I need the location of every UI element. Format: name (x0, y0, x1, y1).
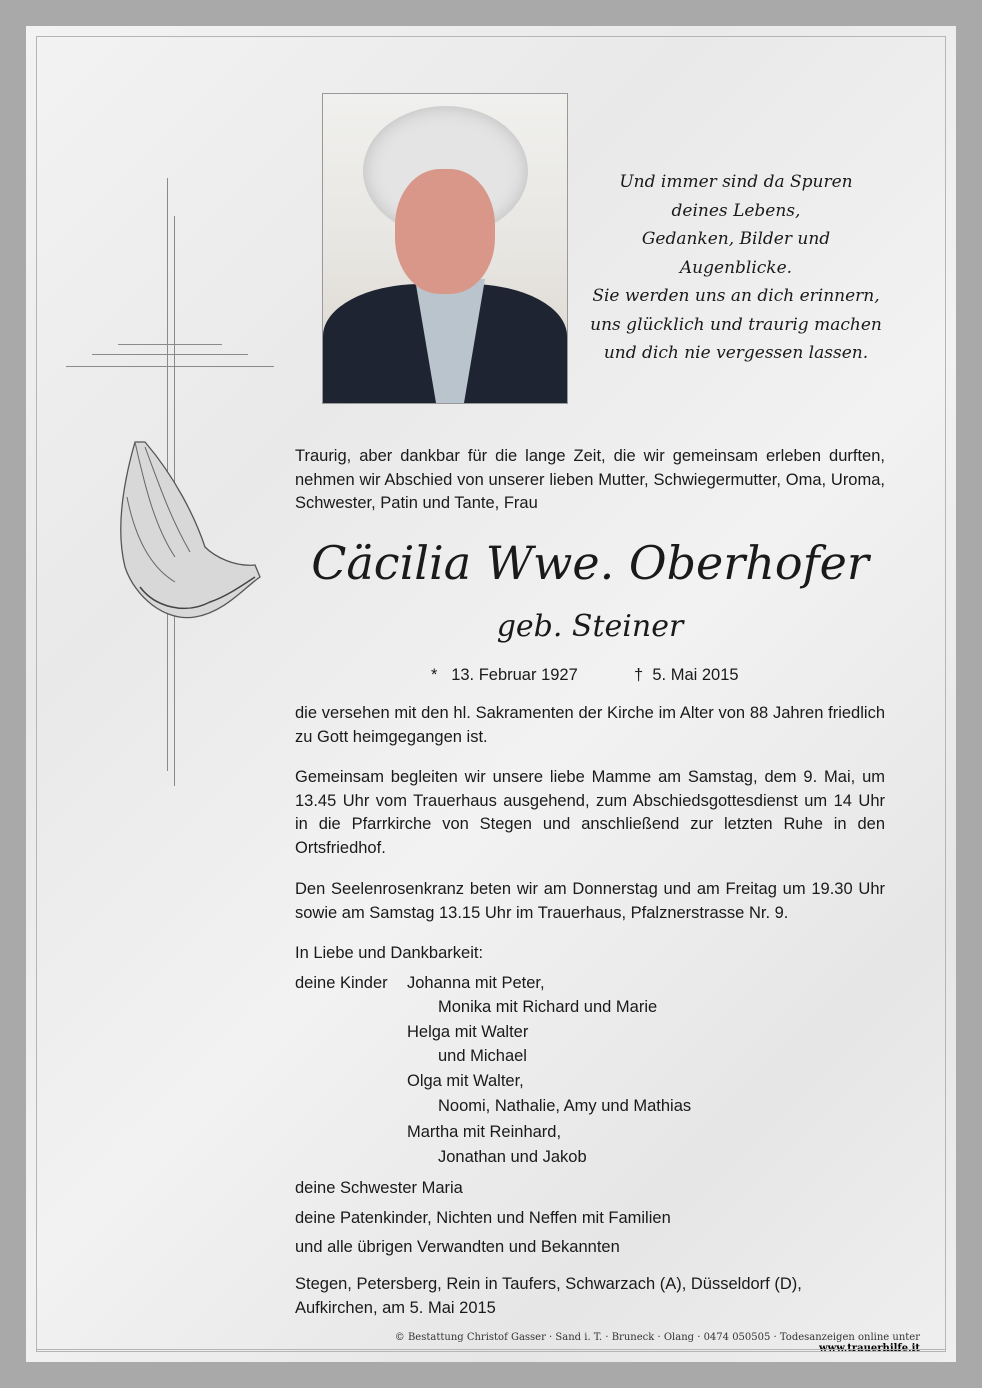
mourner-line: deine Schwester Maria (295, 1179, 463, 1197)
paragraph: Den Seelenrosenkranz beten wir am Donnerstag und am Freitag um 19.30 Uhr sowie am Samstag 13.15 Uhr im Trauerhaus, Pfalznerstrasse Nr. 9. (295, 880, 885, 922)
death-date-text: 5. Mai 2015 (652, 666, 739, 684)
mourner-line: und alle übrigen Verwandten und Bekannten (295, 1238, 620, 1256)
mourner-line: und Michael (438, 1047, 527, 1065)
poem-line: Gedanken, Bilder und Augenblicke. (641, 229, 831, 278)
death-date (634, 666, 739, 685)
mourner-line: Martha mit Reinhard, (407, 1123, 562, 1141)
poem-line: Und immer sind da Spuren (619, 172, 853, 192)
obituary-page (26, 26, 956, 1362)
footer-text: © Bestattung Christof Gasser · Sand i. T. · Bruneck · Olang · 0474 050505 · Todesanzeigen online unter (394, 1332, 920, 1343)
mourner-line: Helga mit Walter (407, 1023, 529, 1041)
birth-date-text: 13. Februar 1927 (451, 666, 578, 684)
mourner-line: Johanna mit Peter, (407, 974, 545, 992)
intro-text: Traurig, aber dankbar für die lange Zeit, die wir gemeinsam erleben durften, nehmen wir Abschied von unserer lieben Mutter, Schwiegermutter, Oma, Uroma, Schwester, Patin und Tante, Frau (295, 447, 885, 513)
paragraph: die versehen mit den hl. Sakramenten der Kirche im Alter von 88 Jahren friedlich zu Gott heimgegangen ist. (295, 704, 885, 746)
portrait-photo (322, 93, 568, 404)
children-label: deine Kinder (295, 974, 388, 992)
praying-hands-icon (115, 437, 263, 623)
poem-line: Sie werden uns an dich erinnern, (592, 286, 880, 306)
mourner-line: Olga mit Walter, (407, 1072, 524, 1090)
mourners-heading: In Liebe und Dankbarkeit: (295, 944, 484, 962)
mourner-line: Noomi, Nathalie, Amy und Mathias (438, 1097, 692, 1115)
poem-line: deines Lebens, (671, 200, 801, 221)
mourner-line: deine Patenkinder, Nichten und Neffen mit Familien (295, 1209, 671, 1227)
poem-line: uns glücklich und traurig machen (590, 314, 882, 335)
footer-divider (36, 1349, 946, 1350)
paragraph: Gemeinsam begleiten wir unsere liebe Mamme am Samstag, dem 9. Mai, um 13.45 Uhr vom Trauerhaus ausgehend, zum Abschiedsgottesdienst um 14 Uhr in die Pfarrkirche von Stegen und anschließend zur letzten Ruhe in den Ortsfriedhof. (295, 768, 885, 857)
footer (295, 1332, 920, 1354)
deceased-name: Cäcilia Wwe. Oberhofer (311, 536, 869, 590)
death-symbol: † (634, 666, 644, 684)
poem-line: und dich nie vergessen lassen. (603, 343, 869, 363)
mourner-line: Monika mit Richard und Marie (438, 998, 658, 1016)
birth-date (431, 666, 578, 685)
maiden-name: geb. Steiner (496, 609, 684, 644)
poem (586, 168, 886, 368)
birth-symbol: * (431, 666, 438, 684)
place-date: Stegen, Petersberg, Rein in Taufers, Schwarzach (A), Düsseldorf (D), Aufkirchen, am 5. Mai 2015 (295, 1275, 802, 1317)
mourner-line: Jonathan und Jakob (438, 1148, 587, 1166)
